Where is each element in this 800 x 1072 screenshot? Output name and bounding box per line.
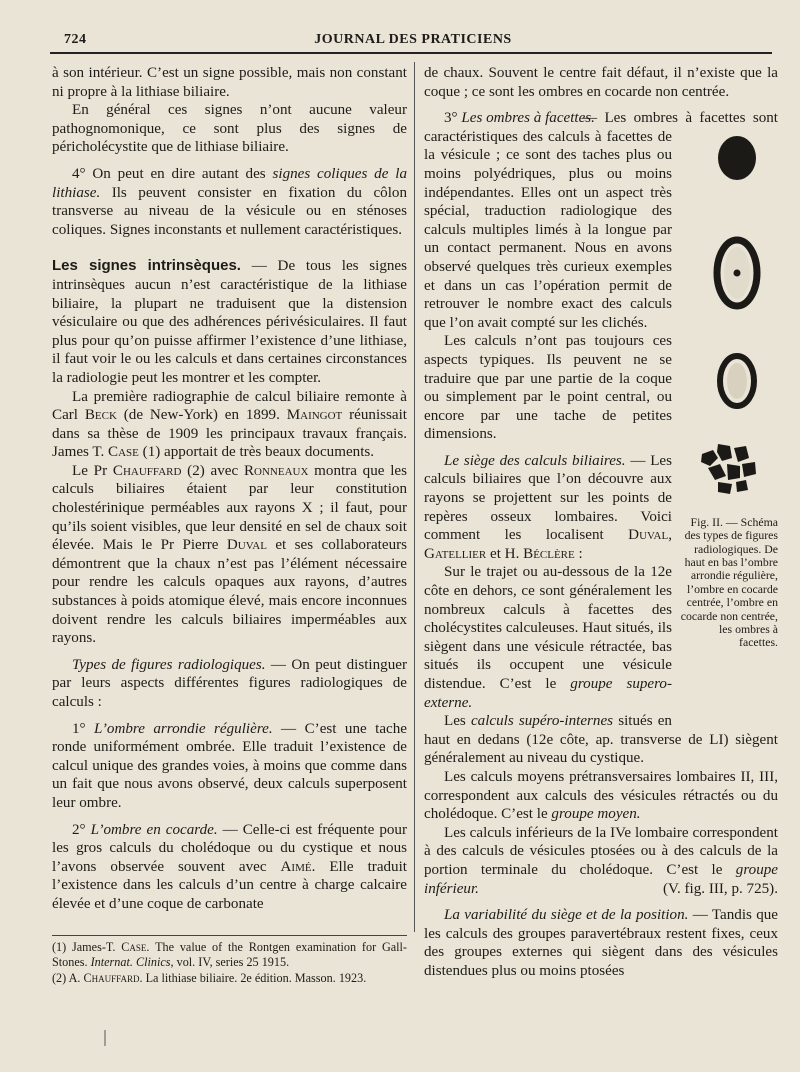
left-column [52, 64, 407, 914]
paragraph-cockade-continued: de chaux. Souvent le centre fait défaut, il n’existe que la coque ; ce sont les ombres en cocarde non centrée. [424, 65, 778, 100]
figure-ii-drawings [680, 128, 778, 508]
paragraph-cockade-shadow: 2° L’ombre en cocarde. — Celle-ci est fréquente pour les gros calculs du cholédoque ou du cystique et nous l’avons observée souvent avec Aimé. Elle traduit l’existence dans les calculs d’un centre à charge calcaire élevée et d’une coque de carbonate [52, 821, 407, 912]
centered-cockade-figure [717, 240, 757, 306]
paragraph-continued: à son intérieur. C’est un signe possible, mais non constant ni propre à la lithiase biliaire. [52, 65, 407, 100]
paragraph-stone-location: Le siège des calculs biliaires. — Les calculs biliaires que l’on découvre aux rayons se projettent sur les points de repères osseux lombaires. Voici comment les localisent Duval, Gatellier et H. Béclère : [424, 452, 672, 562]
round-shadow-figure [718, 136, 756, 180]
page-number: 724 [64, 32, 87, 47]
paragraph-supero-internal: Les calculs supéro-internes situés en haut en dedans (12e côte, ap. transverse de LI) siègent généralement au niveau du cystique. [424, 713, 778, 767]
paragraph-facet-shadows-body: — Les ombres à facettes sont caractéristiques des calculs à facettes de la vésicule ; ce sont des taches plus ou moins polyédriques, plus ou moins indépendantes. Elles ont un aspect très spécial, traduction radiologique des calculs multiples limés à la longue par un contact permanent. Nous en avons observé quelques très curieux exemples et dans un cas l’opération permit de retrouver le nombre exact des calculs que l’on avait compté sur les clichés. [424, 110, 778, 331]
journal-title: JOURNAL DES PRATICIENS [314, 32, 512, 47]
margin-mark [104, 1030, 106, 1046]
right-column-flow [424, 64, 778, 981]
running-header [58, 30, 768, 50]
section-heading-intrinsic: Les signes intrinsèques. [52, 257, 241, 275]
paragraph-types: Types de figures radiologiques. — On peut distinguer par leurs aspects différentes figures radiologiques de calculs : [52, 656, 407, 710]
figure-ii [680, 128, 778, 726]
off-center-cockade-figure [720, 356, 754, 406]
facet-shadows-figure [701, 444, 756, 494]
paragraph-chauffard: Le Pr Chauffard (2) avec Ronneaux montra que les calculs biliaires étaient par leur constitution cholestérinique perméables aux rayons X ; il faut, pour qu’ils soient visibles, que leur densité en sel de chaux soit élevée. Mais le Pr Pierre Duval et ses collaborateurs démontrent que la chaux n’est pas l’élément nécessaire pour rendre les calculs opaques aux rayons, d’autres substances à poids atomique élevé, mais encore inconnues doivent rendre les calculs biliaires imperméables aux rayons. [52, 462, 408, 647]
paragraph-intrinsic-signs: Les signes intrinsèques. — De tous les signes intrinsèques aucun n’est caractéristique de la lithiase biliaire, la plupart ne traduisent que la distension vésiculaire ou que des adhérences périvésiculaires. Il faut plus pour qu’on puisse affirmer l’existence d’une lithiase, il faut voir le ou les calculs et dans certaines circonstances la radiologie peut les montrer et les compter. [52, 257, 407, 386]
paragraph-general-signs: En général ces signes n’ont aucune valeur pathognomonique, ce sont plus des signes de péricholécystite que de lithiase biliaire. [52, 102, 407, 156]
footnote-rule [52, 935, 407, 936]
paragraph-colic-signs: 4° On peut en dire autant des signes coliques de la lithiase. Ils peuvent consister en fixation du côlon transverse au niveau de la vésicule ou en sténoses coliques. Signes inconstants et nullement caractéristiques. [52, 165, 407, 238]
figure-caption: Fig. II. — Schéma des types de figures radiologiques. De haut en bas l’ombre arrondie régulière, l’ombre en cocarde centrée, l’ombre en cocarde non centrée, les ombres à facettes. [680, 514, 778, 650]
paragraph-round-shadow: 1° L’ombre arrondie régulière. — C’est une tache ronde uniformément ombrée. Elle traduit l’existence de calcul unique des grandes voies, à moins que comme dans un fait que nous avons observé, deux calculs superposent leur ombre. [52, 720, 407, 811]
paragraph-atypical: Les calculs n’ont pas toujours ces aspects typiques. Ils peuvent ne se traduire que par une partie de la coque ou simplement par le point central, ou encore par une tache de petites dimensions. [424, 333, 672, 443]
figure-reference: (V. fig. III, p. 725). [662, 880, 778, 897]
paragraph-first-radiography: La première radiographie de calcul biliaire remonte à Carl Beck (de New-York) en 1899. Maingot réunissait dans sa thèse de 1909 les principaux travaux français. James T. Case (1) apportait de très beaux documents. [52, 388, 407, 461]
paragraph-middle-group: Les calculs moyens prétransversaires lombaires II, III, correspondent aux calculs des vésicules rétractés ou du cholédoque. C’est le groupe moyen. [424, 768, 778, 823]
paragraph-supero-external: Sur le trajet ou au-dessous de la 12e côte en dehors, ce sont généralement les nombreux calculs à facettes des cholécystites calculeuses. Haut situés, ils siègent dans une vésicule rétractée, bas situés ils occupent une vésicule distendue. C’est le groupe supero-externe. [424, 564, 673, 711]
column-divider [414, 62, 415, 932]
footnote-1: (1) James-T. Case. The value of the Rontgen examination for Gall-Stones. Internat. Clinics, vol. IV, series 25 1915. [52, 940, 407, 970]
paragraph-variability: La variabilité du siège et de la position. — Tandis que les calculs des groupes paravertébraux restent fixes, ceux des groupes externes qui siègent dans des vésicules distendues plus ou moins ptosées [424, 907, 778, 979]
paragraph-facet-shadows: 3° Les ombres à facettes. [444, 110, 595, 127]
footnote-2: (2) A. Chauffard. La lithiase biliaire. 2e édition. Masson. 1923. [52, 971, 367, 986]
paragraph-lower-group: Les calculs inférieurs de la IVe lombaire correspondent à des calculs de vésicules ptosées ou à des calculs de la portion terminale du cholédoque. C’est le groupe inférieur. (V. fig. III, p. 725). [424, 824, 778, 897]
footnotes [52, 940, 407, 988]
header-rule [50, 52, 772, 54]
